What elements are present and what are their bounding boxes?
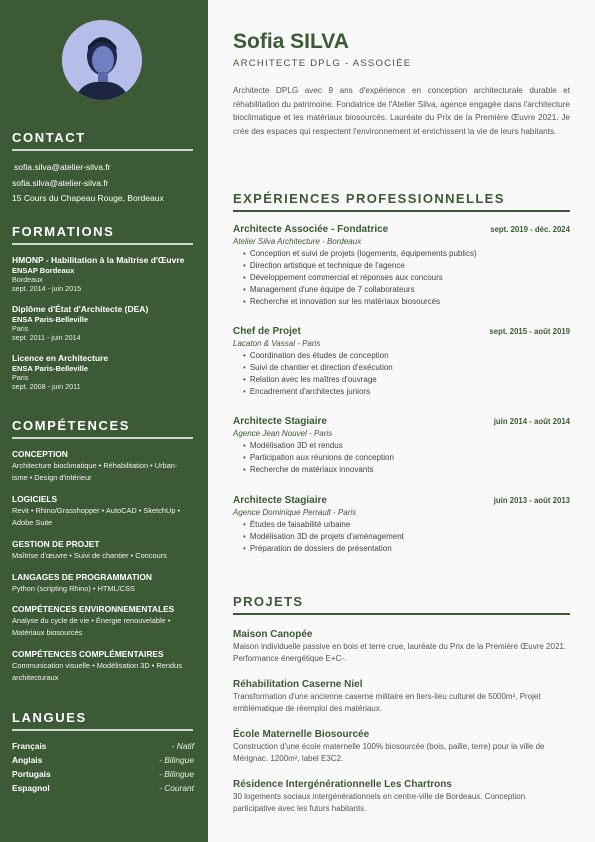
language-level: - Bilingue xyxy=(159,769,194,779)
profile-summary: Architecte DPLG avec 9 ans d'expérience en conception architecturale durable et réhabilitation du patrimoine. Fondatrice de l'Atelier Silva, agence engagée dans l'architecture bioclimatique et les matériaux biosourcés. Lauréate du Prix de la Première Œuvre 2021. Je crée des espaces qui respectent l'environnement et enrichissent la vie de leurs habitants. xyxy=(233,86,570,136)
skill-line: Architecture bioclimatique • Réhabilitation • Urban- xyxy=(12,461,178,470)
education-city: Paris xyxy=(12,373,29,382)
job-company: Agence Dominique Perrault - Paris xyxy=(233,508,357,517)
project-item xyxy=(233,678,570,715)
projects-divider xyxy=(233,613,570,615)
language-level: - Courant xyxy=(159,783,194,793)
education-divider xyxy=(12,243,193,245)
job-bullet: • Participation aux réunions de conception xyxy=(243,452,570,464)
job-bullet: • Modélisation 3D de projets d'aménagement xyxy=(243,531,570,543)
main-content xyxy=(208,0,595,842)
job-title: Architecte Stagiaire xyxy=(233,416,327,427)
skill-line: architecturaux xyxy=(12,673,59,682)
job-bullet: • Recherche et innovation sur les matériaux biosourcés xyxy=(243,296,570,308)
experience-item xyxy=(233,224,570,308)
job-title: Architecte Associée - Fondatrice xyxy=(233,224,389,235)
projects-title: PROJETS xyxy=(233,594,304,609)
project-title: Résidence Intergénérationnelle Les Chartrons xyxy=(233,779,452,790)
skill-line: Adobe Suite xyxy=(12,518,53,527)
skill-group xyxy=(12,572,197,595)
language-level: - Bilingue xyxy=(159,755,194,765)
education-title: FORMATIONS xyxy=(12,224,115,239)
skill-group xyxy=(12,494,197,529)
job-bullet: • Suivi de chantier et direction d'exécution xyxy=(243,362,570,374)
education-item xyxy=(12,353,197,391)
skill-group xyxy=(12,449,197,484)
job-bullet: • Direction artistique et technique de l'agence xyxy=(243,260,570,272)
project-description: Construction d'une école maternelle 100% biosourcée (bois, paille, terre) pour la ville de Mérignac. 1200m², label E3C2. xyxy=(233,742,545,763)
project-description: 30 logements sociaux intergénérationnels en centre-ville de Bordeaux. Conception participative avec les futurs habitants. xyxy=(233,792,526,813)
language-item xyxy=(12,768,194,781)
contact-address: 15 Cours du Chapeau Rouge, Bordeaux xyxy=(12,193,164,203)
skill-group xyxy=(12,604,197,639)
job-bullets xyxy=(243,350,570,398)
avatar xyxy=(62,20,142,100)
job-bullet: • Recherche de matériaux innovants xyxy=(243,464,570,476)
language-level: - Natif xyxy=(171,741,194,751)
job-bullet: • Encadrement d'architectes juniors xyxy=(243,386,570,398)
education-school: ENSA Paris-Belleville xyxy=(12,315,89,324)
experience-item xyxy=(233,326,570,398)
skill-heading: LOGICIELS xyxy=(12,494,58,504)
job-dates: juin 2013 - août 2013 xyxy=(493,496,570,505)
experience-divider xyxy=(233,210,570,212)
project-title: Réhabilitation Caserne Niel xyxy=(233,679,363,690)
profile-photo xyxy=(62,20,142,100)
education-degree: Licence en Architecture xyxy=(12,353,109,363)
job-bullet: • Management d'une équipe de 7 collaborateurs xyxy=(243,284,570,296)
project-description: Maison individuelle passive en bois et terre crue, lauréate du Prix de la Première Œuvre 2021. Performance énergétique E+C-. xyxy=(233,642,567,663)
project-description: Transformation d'une ancienne caserne militaire en tiers-lieu culturel de 5000m². Projet emblématique de réemploi des matériaux. xyxy=(233,692,541,713)
education-dates: sept. 2008 - juin 2011 xyxy=(12,382,81,391)
education-item xyxy=(12,304,197,342)
contact-email-secondary[interactable]: sofia.silva@atelier-silva.fr xyxy=(12,178,109,188)
skill-line: Maîtrise d'œuvre • Suivi de chantier • Concours xyxy=(12,551,167,560)
project-item xyxy=(233,728,570,765)
project-title: Maison Canopée xyxy=(233,629,313,640)
skill-line: Communication visuelle • Modélisation 3D • Rendus xyxy=(12,661,182,670)
job-bullet: • Conception et suivi de projets (logements, équipements publics) xyxy=(243,248,570,260)
language-name: Anglais xyxy=(12,755,43,765)
job-bullet: • Coordination des études de conception xyxy=(243,350,570,362)
skill-group xyxy=(12,539,197,562)
education-dates: sept. 2011 - juin 2014 xyxy=(12,333,81,342)
language-name: Français xyxy=(12,741,47,751)
education-city: Paris xyxy=(12,324,29,333)
skill-group xyxy=(12,649,197,684)
education-degree: HMONP - Habilitation à la Maîtrise d'Œuvre xyxy=(12,255,185,265)
skill-heading: COMPÉTENCES COMPLÉMENTAIRES xyxy=(12,649,164,659)
job-company: Atelier Silva Architecture - Bordeaux xyxy=(233,237,362,246)
language-name: Espagnol xyxy=(12,783,50,793)
job-bullet: • Développement commercial et réponses aux concours xyxy=(243,272,570,284)
language-item xyxy=(12,782,194,795)
job-bullets xyxy=(243,519,570,555)
contact-title: CONTACT xyxy=(12,130,86,145)
skill-line: Revit • Rhino/Grasshopper • AutoCAD • SketchUp • xyxy=(12,506,181,515)
education-item xyxy=(12,255,197,293)
experience-item xyxy=(233,416,570,476)
skill-heading: LANGAGES DE PROGRAMMATION xyxy=(12,572,152,582)
skill-heading: CONCEPTION xyxy=(12,449,68,459)
languages-title: LANGUES xyxy=(12,710,87,725)
education-school: ENSAP Bordeaux xyxy=(12,266,75,275)
language-name: Portugais xyxy=(12,769,51,779)
education-dates: sept. 2014 - juin 2015 xyxy=(12,284,82,293)
languages-divider xyxy=(12,729,193,731)
language-item xyxy=(12,754,194,767)
skill-heading: COMPÉTENCES ENVIRONNEMENTALES xyxy=(12,604,175,614)
job-dates: juin 2014 - août 2014 xyxy=(493,417,570,426)
job-title: Chef de Projet xyxy=(233,326,301,337)
skill-line: isme • Design d'intérieur xyxy=(12,473,92,482)
skill-line: Matériaux biosourcés xyxy=(12,628,83,637)
job-company: Agence Jean Nouvel - Paris xyxy=(233,429,333,438)
project-item xyxy=(233,778,570,815)
skill-line: Analyse du cycle de vie • Énergie renouvelable • xyxy=(12,616,171,625)
job-bullet: • Modélisation 3D et rendus xyxy=(243,440,570,452)
skill-heading: GESTION DE PROJET xyxy=(12,539,100,549)
language-item xyxy=(12,740,194,753)
job-bullets xyxy=(243,440,570,476)
job-bullets xyxy=(243,248,570,308)
job-bullet: • Préparation de dossiers de présentation xyxy=(243,543,570,555)
contact-divider xyxy=(12,149,193,151)
contact-email[interactable]: sofia.silva@atelier-silva.fr xyxy=(14,162,111,172)
job-bullet: • Relation avec les maîtres d'ouvrage xyxy=(243,374,570,386)
experience-item xyxy=(233,495,570,555)
education-school: ENSA Paris-Belleville xyxy=(12,364,89,373)
job-bullet: • Études de faisabilité urbaine xyxy=(243,519,570,531)
full-name: Sofia SILVA xyxy=(233,30,349,53)
job-title: Architecte Stagiaire xyxy=(233,495,327,506)
project-title: École Maternelle Biosourcée xyxy=(233,729,370,740)
skills-divider xyxy=(12,437,193,439)
project-item xyxy=(233,628,570,665)
job-role: ARCHITECTE DPLG - ASSOCIÉE xyxy=(233,58,412,69)
job-dates: sept. 2015 - août 2019 xyxy=(489,327,570,336)
job-dates: sept. 2019 - déc. 2024 xyxy=(490,225,570,234)
skills-title: COMPÉTENCES xyxy=(12,418,131,433)
education-degree: Diplôme d'État d'Architecte (DEA) xyxy=(12,304,149,314)
job-company: Lacaton & Vassal - Paris xyxy=(233,339,321,348)
sidebar xyxy=(0,0,208,842)
skill-line: Python (scripting Rhino) • HTML/CSS xyxy=(12,584,135,593)
experience-title: EXPÉRIENCES PROFESSIONNELLES xyxy=(233,191,505,206)
education-city: Bordeaux xyxy=(12,275,43,284)
